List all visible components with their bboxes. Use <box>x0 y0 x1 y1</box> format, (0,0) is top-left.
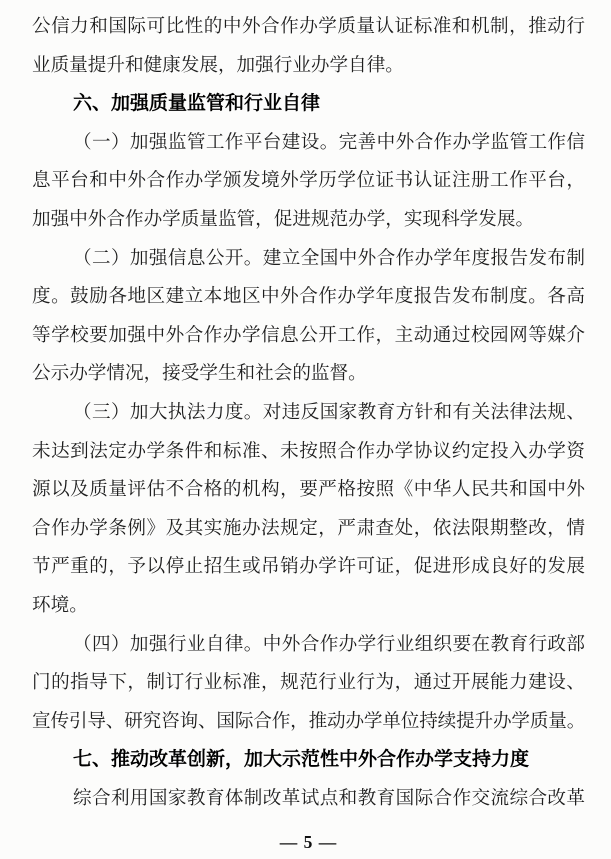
body-line: 宣传引导、研究咨询、国际合作，推动办学单位持续提升办学质量。 <box>32 710 585 732</box>
body-line: （三）加大执法力度。对违反国家教育方针和有关法律法规、 <box>73 401 585 423</box>
body-line: 综合利用国家教育体制改革试点和教育国际合作交流综合改革 <box>73 787 585 809</box>
body-line: 门的指导下，制订行业标准，规范行业行为，通过开展能力建设、 <box>32 672 585 694</box>
body-line: （二）加强信息公开。建立全国中外合作办学年度报告发布制 <box>73 247 585 269</box>
section-heading-6: 六、加强质量监管和行业自律 <box>73 93 321 115</box>
body-line: 环境。 <box>32 594 88 616</box>
paragraph-item-1 <box>32 124 585 240</box>
body-line: 息平台和中外合作办学颁发境外学历学位证书认证注册工作平台， <box>32 170 585 192</box>
body-line: 业质量提升和健康发展，加强行业办学自律。 <box>32 54 404 76</box>
body-line: 源以及质量评估不合格的机构，要严格按照《中华人民共和国中外 <box>32 479 585 501</box>
body-line: 加强中外合作办学质量监管，促进规范办学，实现科学发展。 <box>32 208 535 230</box>
paragraph-item-2 <box>32 240 585 394</box>
body-line: 度。鼓励各地区建立本地区中外合作办学年度报告发布制度。各高 <box>32 286 585 308</box>
body-line: 公信力和国际可比性的中外合作办学质量认证标准和机制，推动行 <box>32 16 585 37</box>
paragraph-intro-continuation <box>32 8 585 85</box>
body-line: 等学校要加强中外合作办学信息公开工作，主动通过校园网等媒介 <box>32 324 585 346</box>
body-line: 节严重的，予以停止招生或吊销办学许可证，促进形成良好的发展 <box>32 556 585 578</box>
paragraph-item-3 <box>32 394 585 626</box>
paragraph-section-7 <box>32 780 585 819</box>
body-line: 合作办学条例》及其实施办法规定，严肃查处，依法限期整改，情 <box>32 517 585 539</box>
body-line: 公示办学情况，接受学生和社会的监督。 <box>32 363 367 385</box>
body-line: 未达到法定办学条件和标准、未按照合作办学协议约定投入办学资 <box>32 440 585 462</box>
page-number: — 5 — <box>279 832 338 853</box>
body-line: （一）加强监管工作平台建设。完善中外合作办学监管工作信 <box>73 131 585 153</box>
body-line: （四）加强行业自律。中外合作办学行业组织要在教育行政部 <box>73 633 585 655</box>
paragraph-item-4 <box>32 626 585 742</box>
section-heading-7: 七、推动改革创新，加大示范性中外合作办学支持力度 <box>73 749 530 771</box>
